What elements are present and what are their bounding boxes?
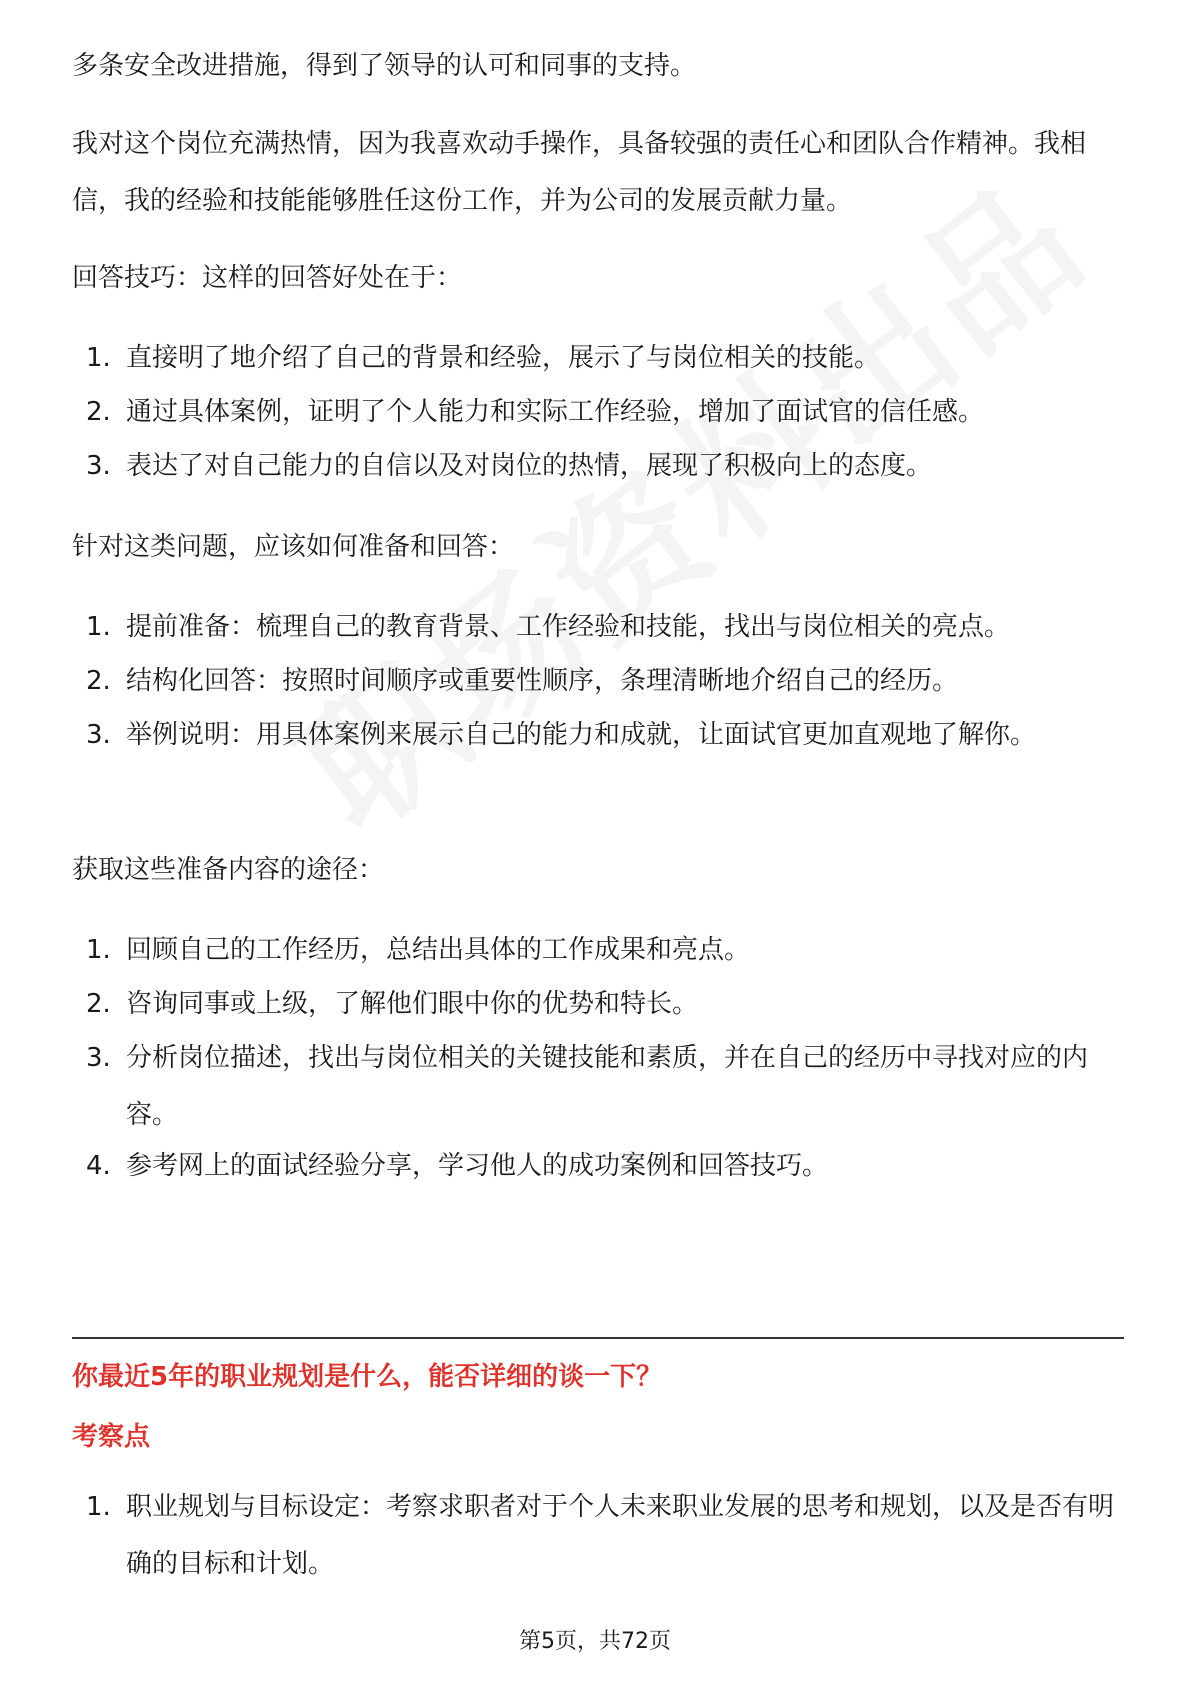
list-number: 4. bbox=[86, 1151, 111, 1181]
list-item bbox=[72, 653, 1122, 710]
list-item bbox=[72, 707, 1122, 764]
list-item bbox=[72, 438, 1122, 495]
list-item bbox=[72, 976, 1122, 1033]
list-item bbox=[72, 384, 1122, 441]
paragraph-intro-1: 多条安全改进措施，得到了领导的认可和同事的支持。 bbox=[72, 51, 697, 81]
list-item bbox=[72, 330, 1122, 387]
list-number: 1. bbox=[86, 1492, 111, 1522]
list-text: 咨询同事或上级，了解他们眼中你的优势和特长。 bbox=[126, 989, 699, 1019]
prepare-heading: 针对这类问题，应该如何准备和回答： bbox=[72, 532, 515, 562]
list-text: 职业规划与目标设定：考察求职者对于个人未来职业发展的思考和规划，以及是否有明确的目标和计划。 bbox=[126, 1492, 1115, 1579]
list-text: 表达了对自己能力的自信以及对岗位的热情，展现了积极向上的态度。 bbox=[126, 451, 933, 481]
list-number: 3. bbox=[86, 1043, 111, 1073]
list-number: 1. bbox=[86, 343, 111, 373]
sources-heading: 获取这些准备内容的途径： bbox=[72, 855, 385, 885]
list-number: 1. bbox=[86, 612, 111, 642]
list-number: 2. bbox=[86, 397, 111, 427]
list-number: 3. bbox=[86, 720, 111, 750]
paragraph-intro-2: 我对这个岗位充满热情，因为我喜欢动手操作，具备较强的责任心和团队合作精神。我相信，我的经验和技能能够胜任这份工作，并为公司的发展贡献力量。 bbox=[72, 129, 1087, 216]
tips-heading: 回答技巧：这样的回答好处在于： bbox=[72, 263, 463, 293]
list-item bbox=[72, 1479, 1122, 1593]
question-subheading: 考察点 bbox=[72, 1422, 151, 1452]
section-divider bbox=[72, 1337, 1124, 1339]
list-text: 举例说明：用具体案例来展示自己的能力和成就，让面试官更加直观地了解你。 bbox=[126, 720, 1037, 750]
list-item bbox=[72, 1138, 1122, 1195]
list-number: 3. bbox=[86, 451, 111, 481]
list-text: 分析岗位描述，找出与岗位相关的关键技能和素质，并在自己的经历中寻找对应的内容。 bbox=[126, 1043, 1089, 1130]
list-number: 1. bbox=[86, 935, 111, 965]
list-number: 2. bbox=[86, 989, 111, 1019]
question-title: 你最近5年的职业规划是什么，能否详细的谈一下？ bbox=[72, 1362, 663, 1392]
page-footer: 第5页，共72页 bbox=[519, 1629, 671, 1654]
list-item bbox=[72, 599, 1122, 656]
list-text: 直接明了地介绍了自己的背景和经验，展示了与岗位相关的技能。 bbox=[126, 343, 881, 373]
list-text: 结构化回答：按照时间顺序或重要性顺序，条理清晰地介绍自己的经历。 bbox=[126, 666, 959, 696]
list-text: 回顾自己的工作经历，总结出具体的工作成果和亮点。 bbox=[126, 935, 751, 965]
list-item bbox=[72, 922, 1122, 979]
list-number: 2. bbox=[86, 666, 111, 696]
list-item bbox=[72, 1030, 1122, 1144]
list-text: 提前准备：梳理自己的教育背景、工作经验和技能，找出与岗位相关的亮点。 bbox=[126, 612, 1011, 642]
list-text: 通过具体案例，证明了个人能力和实际工作经验，增加了面试官的信任感。 bbox=[126, 397, 985, 427]
list-text: 参考网上的面试经验分享，学习他人的成功案例和回答技巧。 bbox=[126, 1151, 829, 1181]
